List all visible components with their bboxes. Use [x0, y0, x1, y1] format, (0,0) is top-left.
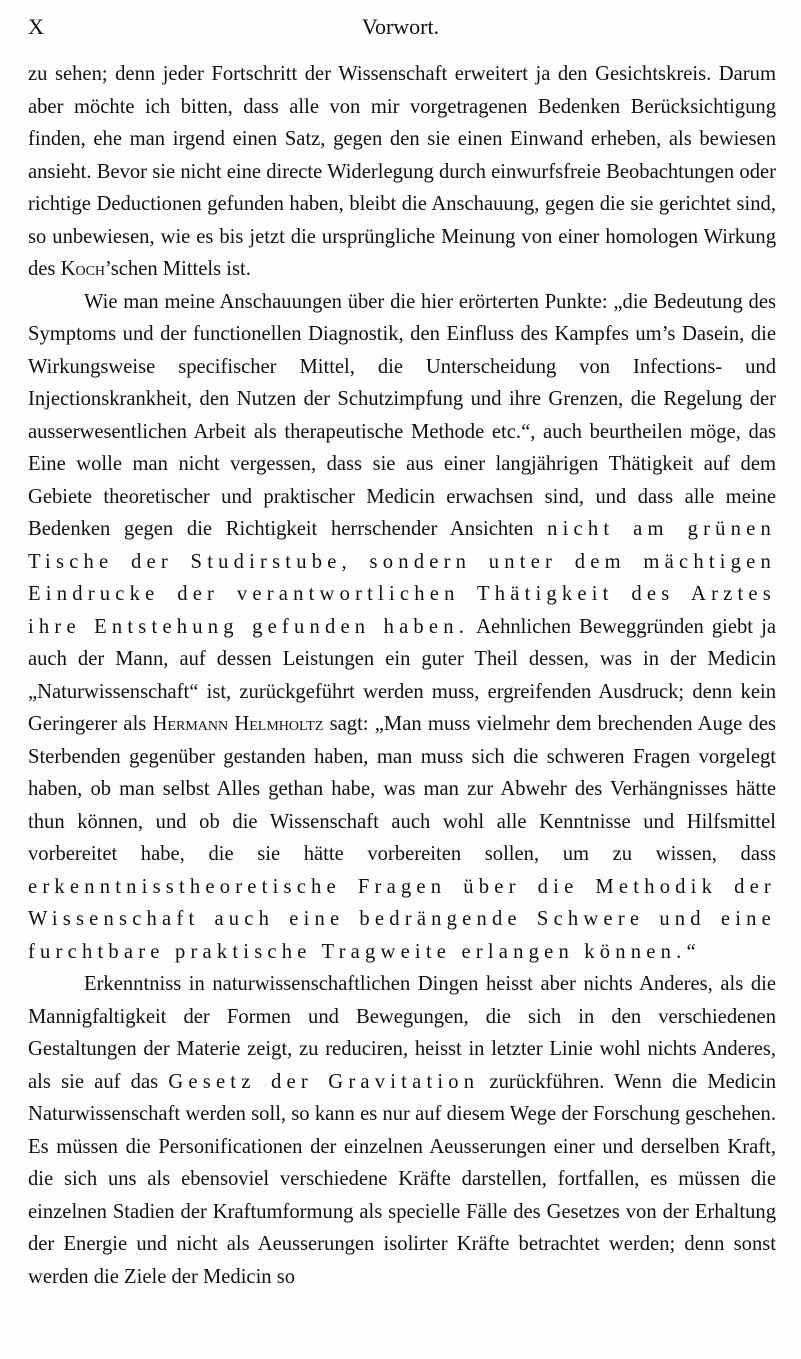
- author-name-koch: Koch: [60, 258, 106, 280]
- text-run: sagt: „Man muss vielmehr dem brechenden Auge des Sterbenden gegenüber gestanden haben, man muss sich die schweren Fragen vorgelegt haben, ob man selbst Alles gethan habe, was man zur Abwehr des Verhängnisses hätte thun können, und ob die Wissenschaft auch wohl alle Kenntnisse und Hilfsmittel vorbereitet habe, die sie hätte vorbereiten sollen, um zu wissen, dass: [28, 713, 776, 865]
- body-text: [28, 58, 776, 1293]
- running-title: Vorwort.: [361, 14, 440, 39]
- text-run: Aehnlichen Beweggründen giebt ja auch der Mann, auf dessen Leistungen ein guter Theil dessen, was in der Medicin „Naturwissenschaft“ ist, zurückgeführt werden muss, ergreifenden Ausdruck; denn kein Geringerer als: [28, 615, 776, 735]
- paragraph: [28, 58, 776, 286]
- running-header: [0, 12, 801, 42]
- text-run: zu sehen; denn jeder Fortschritt der Wissenschaft erweitert ja den Gesichtskreis. Darum aber möchte ich bitten, dass alle von mir vorgetragenen Bedenken Berücksichtigung finden, ehe man irgend einen Satz, gegen den sie einen Einwand erheben, als bewiesen ansieht. Bevor sie nicht eine directe Widerlegung durch einwurfsfreie Beobachtungen oder richtige Deductionen gefunden haben, bleibt die Anschauung, gegen die sie gerichtet sind, so unbewiesen, wie es bis jetzt die ursprüngliche Meinung von einer homologen Wirkung des: [28, 63, 776, 280]
- author-name-helmholtz: Hermann Helmholtz: [152, 713, 324, 735]
- page-number: X: [28, 14, 44, 39]
- emphasized-text: Gesetz der Gravitation: [168, 1070, 480, 1093]
- paragraph: [28, 968, 776, 1293]
- paragraph: [28, 286, 776, 969]
- emphasized-text: nicht am grünen Tische der Studirstube, sondern unter dem mächtigen Eindrucke der verantwortlichen Thätigkeit des Arztes ihre Entstehung gefunden haben.: [28, 518, 776, 638]
- text-run: zurückführen. Wenn die Medicin Naturwissenschaft werden soll, so kann es nur auf diesem Wege der Forschung geschehen. Es müssen die Personificationen der einzelnen Aeusserungen einer und derselben Kraft, die sich uns als ebensoviel verschiedene Kräfte darstellen, fortfallen, es müssen die einzelnen Stadien der Kraftumformung als specielle Fälle des Gesetzes von der Erhaltung der Energie und nicht als Aeusserungen isolirter Kräfte betrachtet werden; denn sonst werden die Ziele der Medicin so: [28, 1070, 776, 1288]
- text-run: ’schen Mittels ist.: [105, 258, 251, 280]
- text-run: Wie man meine Anschauungen über die hier erörterten Punkte: „die Bedeutung des Symptoms und der functionellen Diagnostik, den Einfluss des Kampfes um’s Dasein, die Wirkungsweise specifischer Mittel, die Unterscheidung von Infections- und Injectionskrankheit, den Nutzen der Schutzimpfung und ihre Grenzen, die Regelung der ausserwesentlichen Arbeit als therapeutische Methode etc.“, auch beurtheilen möge, das Eine wolle man nicht vergessen, dass sie aus einer langjährigen Thätigkeit auf dem Gebiete theoretischer und praktischer Medicin erwachsen sind, und dass alle meine Bedenken gegen die Richtigkeit herrschender Ansichten: [28, 290, 776, 540]
- emphasized-text: erkenntnisstheoretische Fragen über die Methodik der Wissenschaft auch eine bedrängende Schwere und eine furchtbare praktische Tragweite erlangen können.: [28, 875, 776, 963]
- text-run: Erkenntniss in naturwissenschaftlichen Dingen heisst aber nichts Anderes, als die Mannigfaltigkeit der Formen und Bewegungen, die sich in den verschiedenen Gestaltungen der Materie zeigt, zu reduciren, heisst in letzter Linie wohl nichts Anderes, als sie auf das: [28, 973, 776, 1093]
- closing-quote: “: [686, 940, 696, 963]
